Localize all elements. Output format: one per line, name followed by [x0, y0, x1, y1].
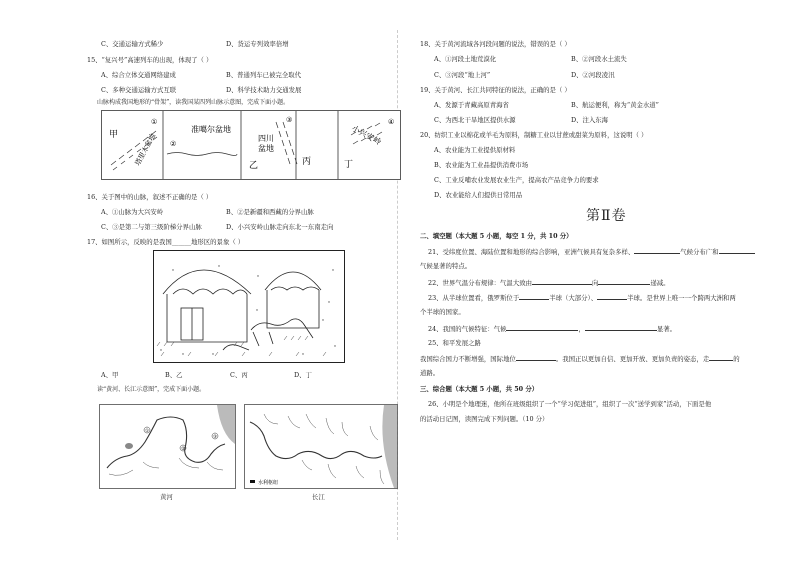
label-bing: 丙 [302, 157, 312, 167]
q19-option-b: B、航运便利，称为“黄金水道” [571, 101, 659, 109]
q16-option-a: A、①山脉为大兴安岭 [101, 208, 164, 216]
q21-blank-2[interactable] [719, 247, 755, 254]
q18-stem: 18、关于黄河流域各河段问题的说法，错误的是（ ） [420, 40, 571, 48]
number-3: ③ [286, 116, 293, 124]
yellow-river-map [99, 404, 236, 490]
place-xiaoxinganling: 小兴安岭 [350, 123, 383, 147]
q19-option-a: A、发源于青藏高原青海省 [434, 101, 509, 109]
q25-line1: 我国综合国力不断增强，国际地位 。我国正以更加自信、更加开放、更加负责的姿态，走 的 [420, 355, 740, 363]
q15-option-b: B、普通列车已被完全取代 [226, 71, 301, 79]
q23-blank-1[interactable] [519, 293, 549, 300]
yellow-river-caption: 黄河 [160, 493, 173, 501]
mountain-intro: 山脉构成我国地形的“骨架”，读我国某四列山脉示意图，完成下面小题。 [97, 99, 290, 106]
q14-option-c: C、交通运输方式稀少 [101, 40, 164, 48]
q19-option-d: D、注入东海 [571, 116, 609, 124]
q26-line1: 26、小明是个地理迷，他所在班级组织了一个“学习促进组”，组织了一次“送学到家”活动，下面是他 [428, 400, 712, 408]
q16-option-b: B、②是新疆和西藏的分界山脉 [226, 208, 314, 216]
q15-option-a: A、综合立体交通网络建成 [101, 71, 176, 79]
place-junggar: 准噶尔盆地 [191, 125, 231, 134]
q24-blank-1[interactable] [506, 324, 578, 331]
q14-option-d: D、货运专列效率倍增 [226, 40, 289, 48]
yurt-illustration [153, 250, 345, 363]
label-ding: 丁 [344, 160, 354, 170]
q21-blank-1[interactable] [634, 247, 680, 254]
q24-line: 24、我国的气候特征：气候 ， 显著。 [428, 325, 676, 333]
q17-stem: 17、如图所示，反映的是我国______地形区的景象（ ） [87, 238, 245, 246]
q18-option-d: D、②河段凌汛 [571, 71, 615, 79]
q20-option-a: A、农业能为工业提供原材料 [434, 146, 516, 154]
q22-blank-1[interactable] [532, 278, 592, 285]
yangtze-river-map [244, 404, 398, 490]
place-sichuan-1: 四川 [258, 134, 274, 143]
river-number-2: ② [181, 447, 186, 452]
q23-blank-2[interactable] [597, 293, 627, 300]
yangtze-caption: 长江 [312, 493, 325, 501]
q25-blank-2[interactable] [709, 354, 733, 361]
q15-stem: 15、“复兴号”高速列车的出现，体现了（ ） [87, 56, 213, 64]
q17-option-b: B、乙 [165, 371, 183, 379]
legend-label: 水利枢纽 [258, 480, 279, 486]
q19-option-c: C、为西北干旱地区提供水源 [434, 116, 516, 124]
q17-option-c: C、丙 [230, 371, 248, 379]
q20-option-b: B、农业能为工业品提供消费市场 [434, 161, 529, 169]
number-4: ④ [388, 118, 395, 126]
q16-option-c: C、③是第二与第三级阶梯分界山脉 [101, 223, 202, 231]
q17-option-a: A、甲 [101, 371, 119, 379]
q22-line: 22、世界气温分布规律：气温大致由 向 递减。 [428, 279, 670, 287]
q15-option-c: C、多种交通运输方式互联 [101, 86, 177, 94]
q22-blank-2[interactable] [598, 278, 650, 285]
place-tarim: 塔里木盆地 [133, 132, 158, 167]
q17-option-d: D、丁 [294, 371, 312, 379]
q16-stem: 16、关于图中的山脉，叙述不正确的是（ ） [87, 193, 213, 201]
mountain-figure [101, 110, 401, 180]
q18-option-a: A、①河段土地荒漠化 [434, 55, 497, 63]
q21-line1: 21、受纬度位置、海陆位置和地形的综合影响，亚洲气候具有复杂多样、 气候分布广和 [428, 247, 755, 256]
label-jia: 甲 [109, 130, 119, 140]
label-yi: 乙 [249, 161, 259, 171]
q25-title: 25、和平发展之路 [428, 339, 481, 347]
section-3-heading: 三、综合题（本大题 5 小题，共 50 分） [420, 385, 539, 393]
q24-blank-2[interactable] [585, 324, 657, 331]
q19-stem: 19、关于黄河、长江共同特征的说法，正确的是（ ） [420, 86, 571, 94]
q20-option-c: C、工业反哺农业发展农业生产，提高农产品竞争力的要求 [434, 176, 599, 184]
q23-line1: 23、从半球位置看，俄罗斯位于 半球（大部分）、 半球。是世界上唯一一个跨两大洲和两 [428, 294, 736, 302]
q20-option-d: D、农业能给人们提供日常用品 [434, 191, 523, 199]
q16-option-d: D、小兴安岭山脉走向东北一东南走向 [226, 223, 334, 231]
q21-line2: 气候显著的特点。 [420, 262, 472, 270]
q18-option-c: C、③河段“地上河” [434, 71, 491, 79]
river-number-3: ③ [213, 435, 218, 440]
q26-line2: 的活动日记图，读图完成下列问题。（10 分） [420, 415, 549, 423]
rivers-intro: 读“黄河、长江示意图”，完成下面小题。 [97, 386, 206, 393]
q20-stem: 20、纺织工业以棉花或羊毛为原料，制糖工业以甘蔗或甜菜为原料，这说明（ ） [420, 131, 648, 139]
number-2: ② [170, 140, 177, 148]
q23-line2: 个半球的国家。 [420, 308, 465, 316]
q18-option-b: B、②河段水土流失 [571, 55, 627, 63]
river-number-1: ① [145, 429, 150, 434]
q25-blank-1[interactable] [516, 354, 556, 361]
q25-line2: 道路。 [420, 369, 440, 377]
section-2-heading: 二、填空题（本大题 5 小题，每空 1 分，共 10 分） [420, 232, 573, 240]
place-sichuan-2: 盆地 [258, 144, 274, 153]
number-1: ① [151, 118, 158, 126]
volume-two-heading: 第Ⅱ卷 [586, 208, 627, 224]
q15-option-d: D、科学技术助力交通发展 [226, 86, 302, 94]
